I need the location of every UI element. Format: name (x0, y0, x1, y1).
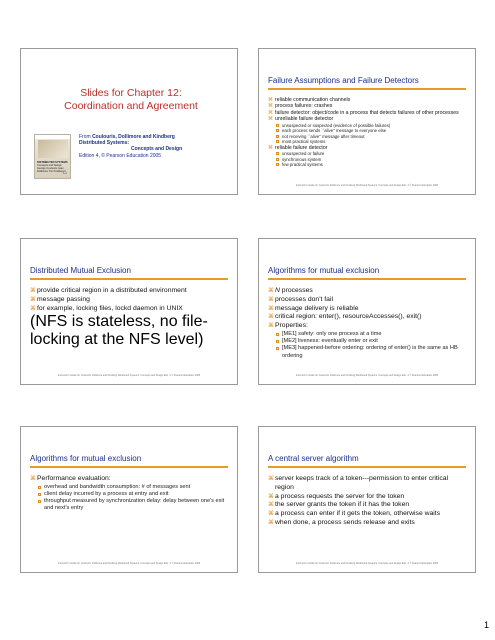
slide-title: A central server algorithm (268, 454, 359, 463)
title-underline (30, 278, 228, 280)
bullet-item: ⌘ provide critical region in a distributed environment (30, 287, 229, 296)
slide-footer: Instructor's Guide for Coulouris, Dollimore and Kindberg Distributed Systems: Concepts and Design Edn. 4 © Pearson Education 2005 (295, 374, 439, 377)
bullet-item: ⌘ the server grants the token if it has the token (268, 501, 467, 510)
bullet-item: ⌘ N processes (268, 287, 467, 296)
bullet-item: ⌘ processes don't fail (268, 296, 467, 305)
slide-3 (20, 238, 238, 385)
sub-bullet-item: most practical systems (268, 139, 467, 145)
bullet-item: ⌘ reliable failure detector (268, 145, 467, 151)
sub-bullet-item: [ME3] happened-before ordering: ordering of enter() is the same as HB ordering (268, 345, 467, 359)
citation-book-line2: Concepts and Design (131, 146, 183, 153)
bullet-item: ⌘ failure detector: object/code in a process that detects failures of other processes (268, 110, 467, 116)
slide-5 (20, 426, 238, 573)
sub-bullet-item: [ME2] liveness: eventually enter or exit (268, 338, 467, 345)
title-underline (268, 88, 466, 90)
slide-4 (258, 238, 476, 385)
title-line-1: Slides for Chapter 12: (80, 87, 182, 99)
book-cover-image (34, 134, 71, 179)
slide-title: Distributed Mutual Exclusion (30, 266, 131, 275)
bullet-item: ⌘ Properties: (268, 322, 467, 331)
bullet-item: ⌘ a process requests the server for the token (268, 493, 467, 502)
bullet-item: ⌘ server keeps track of a token---permission to enter critical region (268, 475, 467, 493)
bullet-item: ⌘ message passing (30, 296, 229, 305)
bullet-item: ⌘ critical region: enter(), resourceAccesses(), exit() (268, 313, 467, 322)
slide-2 (258, 48, 476, 195)
slide-bullets (30, 475, 229, 513)
bullet-item: ⌘ when done, a process sends release and exits (268, 519, 467, 528)
sub-bullet-item: few practical systems (268, 162, 467, 168)
title-underline (30, 466, 228, 468)
sub-bullet-item: overhead and bandwidth consumption: # of messages sent (30, 484, 229, 491)
cover-subtitle: Concepts and Design (37, 164, 62, 167)
citation-authors: Coulouris, Dollimore and Kindberg (92, 134, 175, 140)
citation-prefix: From (79, 134, 93, 140)
citation-edition: Edition 4, © Pearson Education 2005 (79, 152, 162, 159)
citation-book-line1: Distributed Systems: (79, 140, 130, 147)
page-number: 1 (483, 620, 489, 630)
slide-6 (258, 426, 476, 573)
cover-title: DISTRIBUTED SYSTEMS (37, 161, 68, 164)
sub-bullet-item: throughput measured by synchronization delay: delay between one's exit and next's entry (30, 498, 229, 512)
bullet-item: ⌘ for example, locking files, lockd daemon in UNIX (30, 305, 229, 314)
sub-bullet-item: client delay incurred by a process at entry and exit (30, 491, 229, 498)
slide-footer: Instructor's Guide for Coulouris, Dollimore and Kindberg Distributed Systems: Concepts and Design Edn. 4 © Pearson Education 2005 (295, 562, 439, 565)
slide-1-title (20, 48, 238, 195)
bullet-item: ⌘ reliable communication channels (268, 97, 467, 103)
slide-footer: Instructor's Guide for Coulouris, Dollimore and Kindberg Distributed Systems: Concepts and Design Edn. 4 © Pearson Education 2005 (295, 184, 439, 187)
sub-bullet-item: not receiving ``alive'' message after timeout (268, 134, 467, 140)
cover-authors: George Coulouris Jean Dollimore Tim Kindberg (37, 167, 64, 173)
slide-title: Algorithms for mutual exclusion (268, 266, 380, 275)
slide-bullets (268, 287, 467, 360)
slide-title: Algorithms for mutual exclusion (30, 454, 142, 463)
slide-footer: Instructor's Guide for Coulouris, Dollimore and Kindberg Distributed Systems: Concepts and Design Edn. 4 © Pearson Education 2005 (57, 562, 201, 565)
bullet-item: ⌘ a process can enter if it gets the token, otherwise waits (268, 510, 467, 519)
cover-illustration (38, 140, 68, 158)
title-underline (268, 278, 466, 280)
sub-bullet-item: unsuspected or failure (268, 151, 467, 157)
bullet-item: ⌘ message delivery is reliable (268, 305, 467, 314)
bullet-item: ⌘ process failures: crashes (268, 103, 467, 109)
sub-bullet-item: [ME1] safety: only one process at a time (268, 331, 467, 338)
sub-bullet-item: unsuspected or suspected (evidence of possible failures) (268, 123, 467, 129)
slide-bullets (268, 97, 467, 168)
slide-bullets (268, 475, 467, 528)
title-line-2: Coordination and Agreement (64, 100, 198, 112)
slide-bullets (30, 287, 229, 349)
book-citation (79, 134, 182, 159)
bullet-item: ⌘ unreliable failure detector (268, 116, 467, 122)
slide-1-heading (51, 87, 211, 113)
title-underline (268, 466, 466, 468)
sub-bullet-item: each process sends ``alive'' message to everyone else (268, 128, 467, 134)
bullet-item: (NFS is stateless, no file-locking at the NFS level) (30, 313, 208, 349)
bullet-item: ⌘ Performance evaluation: (30, 475, 229, 484)
sub-bullet-item: synchronous system (268, 157, 467, 163)
slide-title: Failure Assumptions and Failure Detectors (268, 76, 419, 85)
slide-footer: Instructor's Guide for Coulouris, Dollimore and Kindberg Distributed Systems: Concepts and Design Edn. 4 © Pearson Education 2005 (57, 374, 201, 377)
publisher-logo-icon: △ (63, 169, 67, 175)
